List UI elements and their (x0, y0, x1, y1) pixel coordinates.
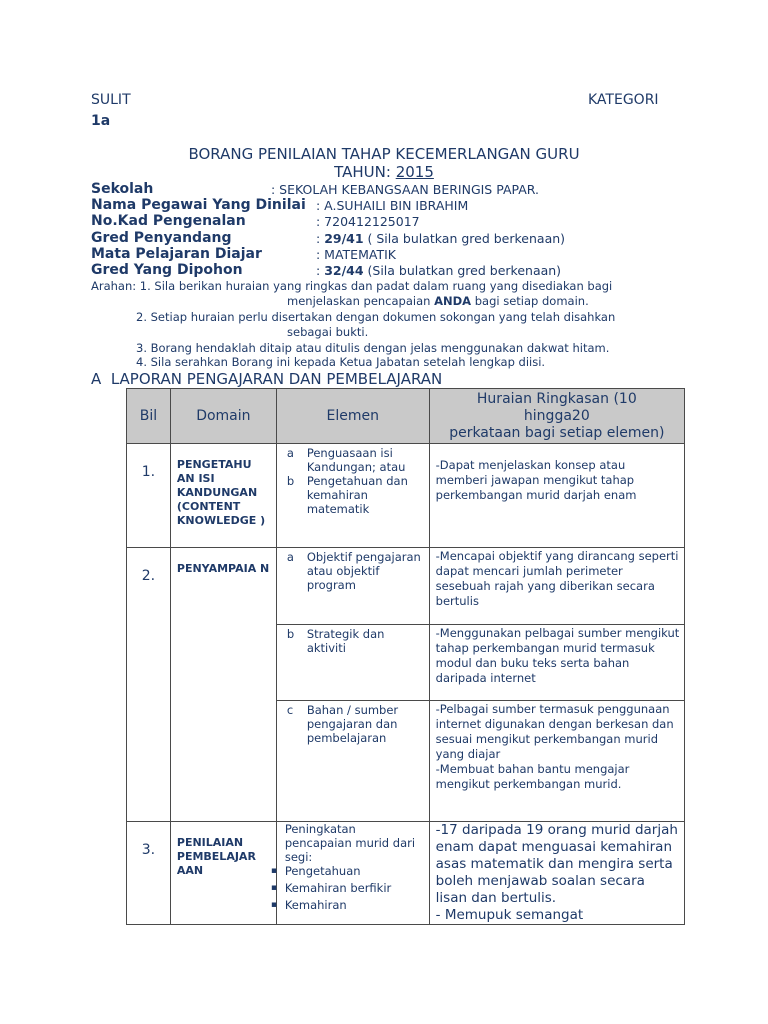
table-row (127, 822, 685, 925)
label-gred-penyandang: Gred Penyandang (91, 230, 232, 246)
row2-elemen-c: c Bahan / sumber pengajaran dan pembelajaran (276, 701, 429, 822)
row1-domain: PENGETAHU AN ISI KANDUNGAN (CONTENT KNOWLEDGE ) (170, 444, 276, 548)
row1-elemen: a Penguasaan isi Kandungan; atau b Pengetahuan dan kemahiran matematik (276, 444, 429, 548)
instruction-1-cont: menjelaskan pencapaian ANDA bagi setiap domain. (287, 294, 589, 308)
row2-huraian-c: -Pelbagai sumber termasuk penggunaan internet digunakan dengan berkesan dan sesuai mengikut perkembangan murid yang diajar -Membuat bahan bantu mengajar mengikut perkembangan murid. (429, 701, 684, 822)
header-kategori-code: 1a (91, 113, 111, 129)
row2-domain: PENYAMPAIA N (170, 548, 276, 822)
row1-huraian: -Dapat menjelaskan konsep atau memberi jawapan mengikut tahap perkembangan murid darjah enam (429, 444, 684, 548)
form-year (0, 163, 768, 181)
instruction-4: 4. Sila serahkan Borang ini kepada Ketua Jabatan setelah lengkap diisi. (136, 355, 546, 369)
row3-huraian: -17 daripada 19 orang murid darjah enam dapat menguasai kemahiran asas matematik dan mengira serta boleh menjawab soalan secara lisan dan bertulis. - Memupuk semangat (429, 822, 684, 925)
label-ic: No.Kad Pengenalan (91, 213, 246, 229)
value-sekolah: : SEKOLAH KEBANGSAAN BERINGIS PAPAR. (271, 182, 540, 197)
header-domain: Domain (170, 389, 276, 444)
section-heading: A LAPORAN PENGAJARAN DAN PEMBELAJARAN (91, 370, 443, 388)
instruction-2: 2. Setiap huraian perlu disertakan dengan dokumen sokongan yang telah disahkan (136, 310, 616, 324)
header-bil: Bil (127, 389, 171, 444)
row2-huraian-a: -Mencapai objektif yang dirancang seperti dapat mencari jumlah perimeter sesebuah rajah yang diberikan secara bertulis (429, 548, 684, 625)
row2-elemen-a: a Objektif pengajaran atau objektif program (276, 548, 429, 625)
bullet-item: ▪ Pengetahuan (270, 864, 361, 878)
row2-huraian-b: -Menggunakan pelbagai sumber mengikut tahap perkembangan murid termasuk modul dan buku teks serta bahan daripada internet (429, 625, 684, 701)
header-kategori: KATEGORI (588, 92, 659, 108)
row3-elemen: Peningkatan pencapaian murid dari segi: ▪ Pengetahuan ▪ Kemahiran berfikir ▪ Kemahiran (276, 822, 429, 925)
label-sekolah: Sekolah (91, 181, 154, 197)
table-row (127, 548, 685, 625)
row2-bil: 2. (127, 548, 171, 822)
bullet-item: ▪ Kemahiran berfikir (270, 881, 392, 895)
table-header-row (127, 389, 685, 444)
row2-elemen-b: b Strategik dan aktiviti (276, 625, 429, 701)
instruction-3: 3. Borang hendaklah ditaip atau ditulis dengan jelas menggunakan dakwat hitam. (136, 341, 610, 355)
year-label: TAHUN: (334, 163, 391, 181)
year-value: 2015 (395, 163, 434, 181)
value-gred-dipohon: : 32/44 (Sila bulatkan gred berkenaan) (316, 263, 562, 278)
row3-domain: PENILAIAN PEMBELAJAR AAN (170, 822, 276, 925)
label-mata-pelajaran: Mata Pelajaran Diajar (91, 246, 262, 262)
value-nama: : A.SUHAILI BIN IBRAHIM (316, 198, 469, 213)
value-ic: : 720412125017 (316, 214, 420, 229)
instruction-1: Arahan: 1. Sila berikan huraian yang ringkas dan padat dalam ruang yang disediakan bagi (91, 279, 613, 293)
label-nama: Nama Pegawai Yang Dinilai (91, 197, 306, 213)
row3-bil: 3. (127, 822, 171, 925)
row1-bil: 1. (127, 444, 171, 548)
header-elemen: Elemen (276, 389, 429, 444)
header-sulit: SULIT (91, 92, 131, 108)
value-gred-penyandang: : 29/41 ( Sila bulatkan gred berkenaan) (316, 231, 566, 246)
header-huraian: Huraian Ringkasan (10 hingga20 perkataan bagi setiap elemen) (429, 389, 684, 444)
evaluation-table (126, 388, 685, 925)
bullet-item: ▪ Kemahiran (270, 898, 347, 912)
table-row (127, 444, 685, 548)
label-gred-dipohon: Gred Yang Dipohon (91, 262, 243, 278)
instruction-2-cont: sebagai bukti. (287, 325, 369, 339)
form-title: BORANG PENILAIAN TAHAP KECEMERLANGAN GURU (188, 145, 580, 163)
value-mata-pelajaran: : MATEMATIK (316, 247, 396, 262)
